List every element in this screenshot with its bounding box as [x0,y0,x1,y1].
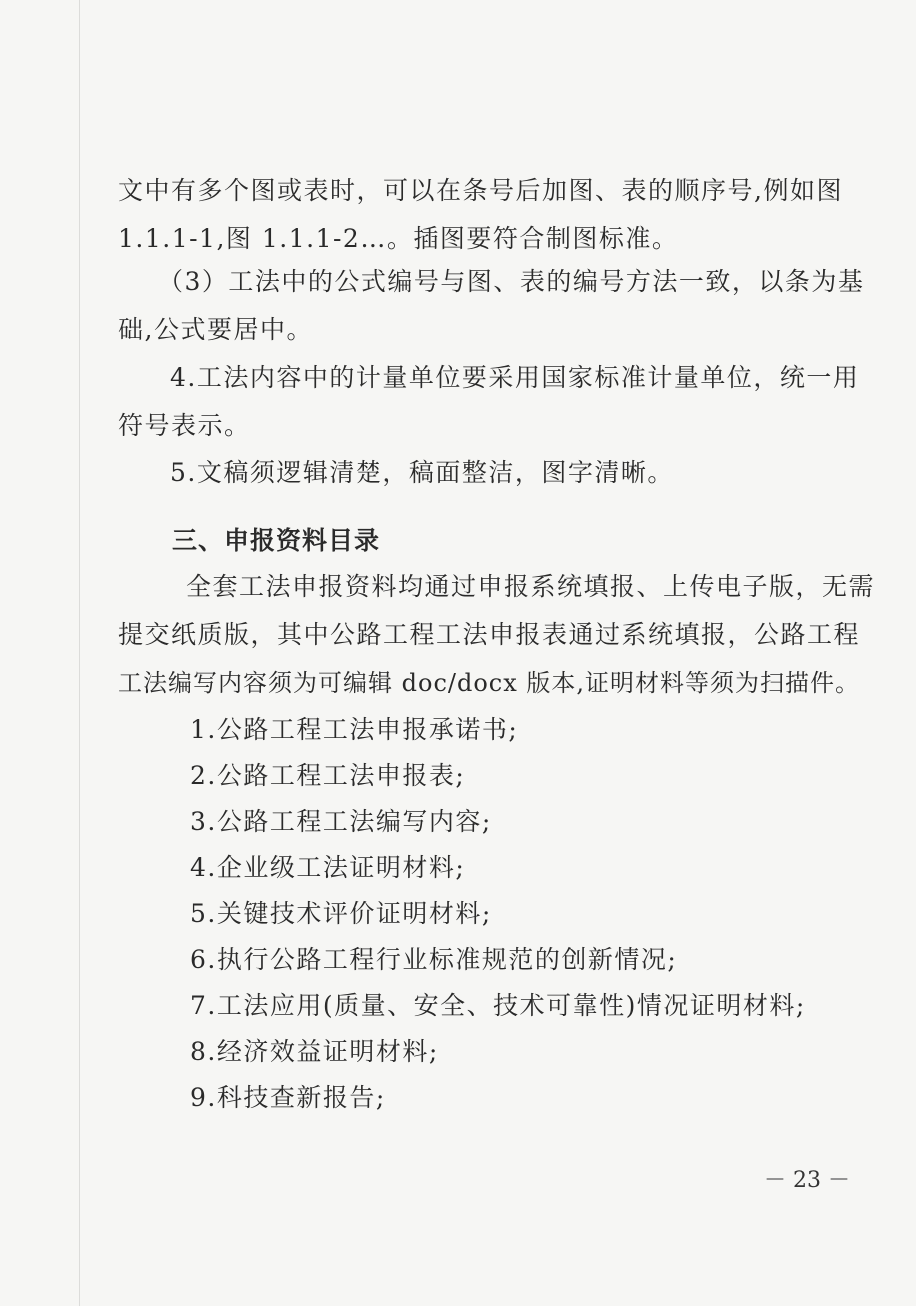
intro-line-1: 全套工法申报资料均通过申报系统填报、上传电子版，无需 [186,572,876,601]
paragraph-figures-line-2: 1.1.1-1,图 1.1.1-2…。插图要符合制图标准。 [118,224,679,253]
paragraph-figures-line-1: 文中有多个图或表时，可以在条号后加图、表的顺序号,例如图 [118,176,843,205]
item-3-line-2: 础,公式要居中。 [118,315,313,344]
material-item: 3.公路工程工法编写内容; [190,807,492,836]
item-4-line-1: 4.工法内容中的计量单位要采用国家标准计量单位，统一用 [170,363,860,392]
item-3-line-1: （3）工法中的公式编号与图、表的编号方法一致，以条为基 [158,267,865,296]
intro-line-3: 工法编写内容须为可编辑 doc/docx 版本,证明材料等须为扫描件。 [118,669,861,697]
section-heading: 三、申报资料目录 [172,526,381,555]
material-item: 6.执行公路工程行业标准规范的创新情况; [190,945,678,974]
material-item: 1.公路工程工法申报承诺书; [190,715,519,744]
material-item: 5.关键技术评价证明材料; [190,899,492,928]
material-item: 2.公路工程工法申报表; [190,761,466,790]
material-item: 8.经济效益证明材料; [190,1037,439,1066]
page-number: － 23 － [764,1168,850,1193]
material-item: 4.企业级工法证明材料; [190,853,466,882]
material-item: 7.工法应用(质量、安全、技术可靠性)情况证明材料; [190,991,806,1020]
intro-line-2: 提交纸质版，其中公路工程工法申报表通过系统填报，公路工程 [118,620,861,649]
material-item: 9.科技查新报告; [190,1083,386,1112]
item-5-line-1: 5.文稿须逻辑清楚，稿面整洁，图字清晰。 [170,458,674,487]
binding-margin-line [79,0,80,1306]
item-4-line-2: 符号表示。 [118,411,251,440]
